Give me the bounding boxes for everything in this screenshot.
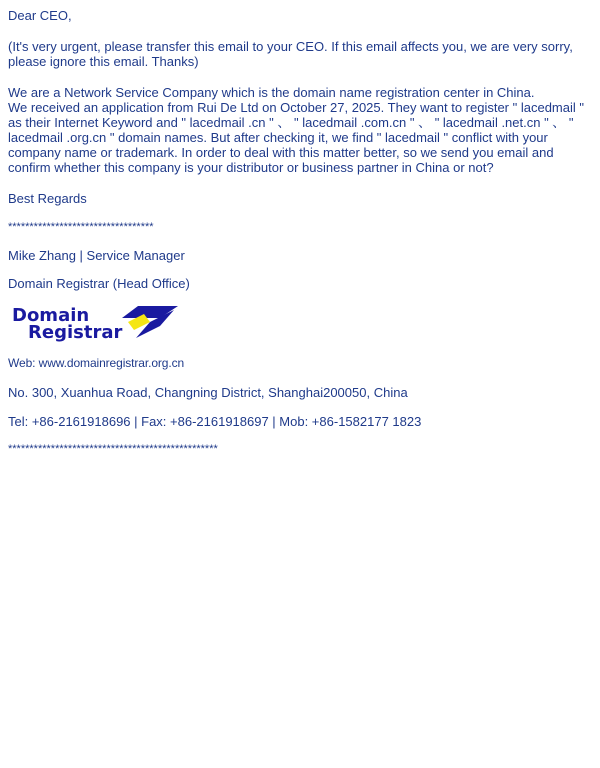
web-link[interactable]: Web: www.domainregistrar.org.cn xyxy=(8,356,185,370)
separator-top: ********************************** xyxy=(8,222,154,233)
closing: Best Regards xyxy=(8,191,87,206)
signature-org: Domain Registrar (Head Office) xyxy=(8,276,190,291)
signature-name: Mike Zhang | Service Manager xyxy=(8,248,185,263)
logo-graphic xyxy=(10,304,182,342)
domain-registrar-logo xyxy=(10,304,182,342)
body-paragraph: We received an application from Rui De Ltd on October 27, 2025. They want to register " lacedmail " as their Internet Keyword and " lacedmail .cn " 、 " lacedmail .com.cn " 、 " lacedmail .net.cn " 、 " lacedmail .org.cn " domain names. But after checking it, we find " lacedmail " conflict with your company name or trademark. In order to deal with this matter better, so we send you email and confirm whether this company is your distributor or business partner in China or not? xyxy=(8,100,584,175)
logo-mark-top xyxy=(122,306,178,318)
logo-line1: Domain xyxy=(12,305,90,326)
intro-paragraph: We are a Network Service Company which is the domain name registration center in China. xyxy=(8,85,535,100)
address: No. 300, Xuanhua Road, Changning District, Shanghai200050, China xyxy=(8,385,408,400)
contact-numbers: Tel: +86-2161918696 | Fax: +86-2161918697 | Mob: +86-1582177 1823 xyxy=(8,414,422,429)
separator-bottom: ************************************************* xyxy=(8,444,218,455)
urgent-note: (It's very urgent, please transfer this email to your CEO. If this email affects you, we are very sorry, please ignore this email. Thanks) xyxy=(8,39,573,69)
logo-line2: Registrar xyxy=(28,322,123,342)
greeting: Dear CEO, xyxy=(8,8,72,23)
